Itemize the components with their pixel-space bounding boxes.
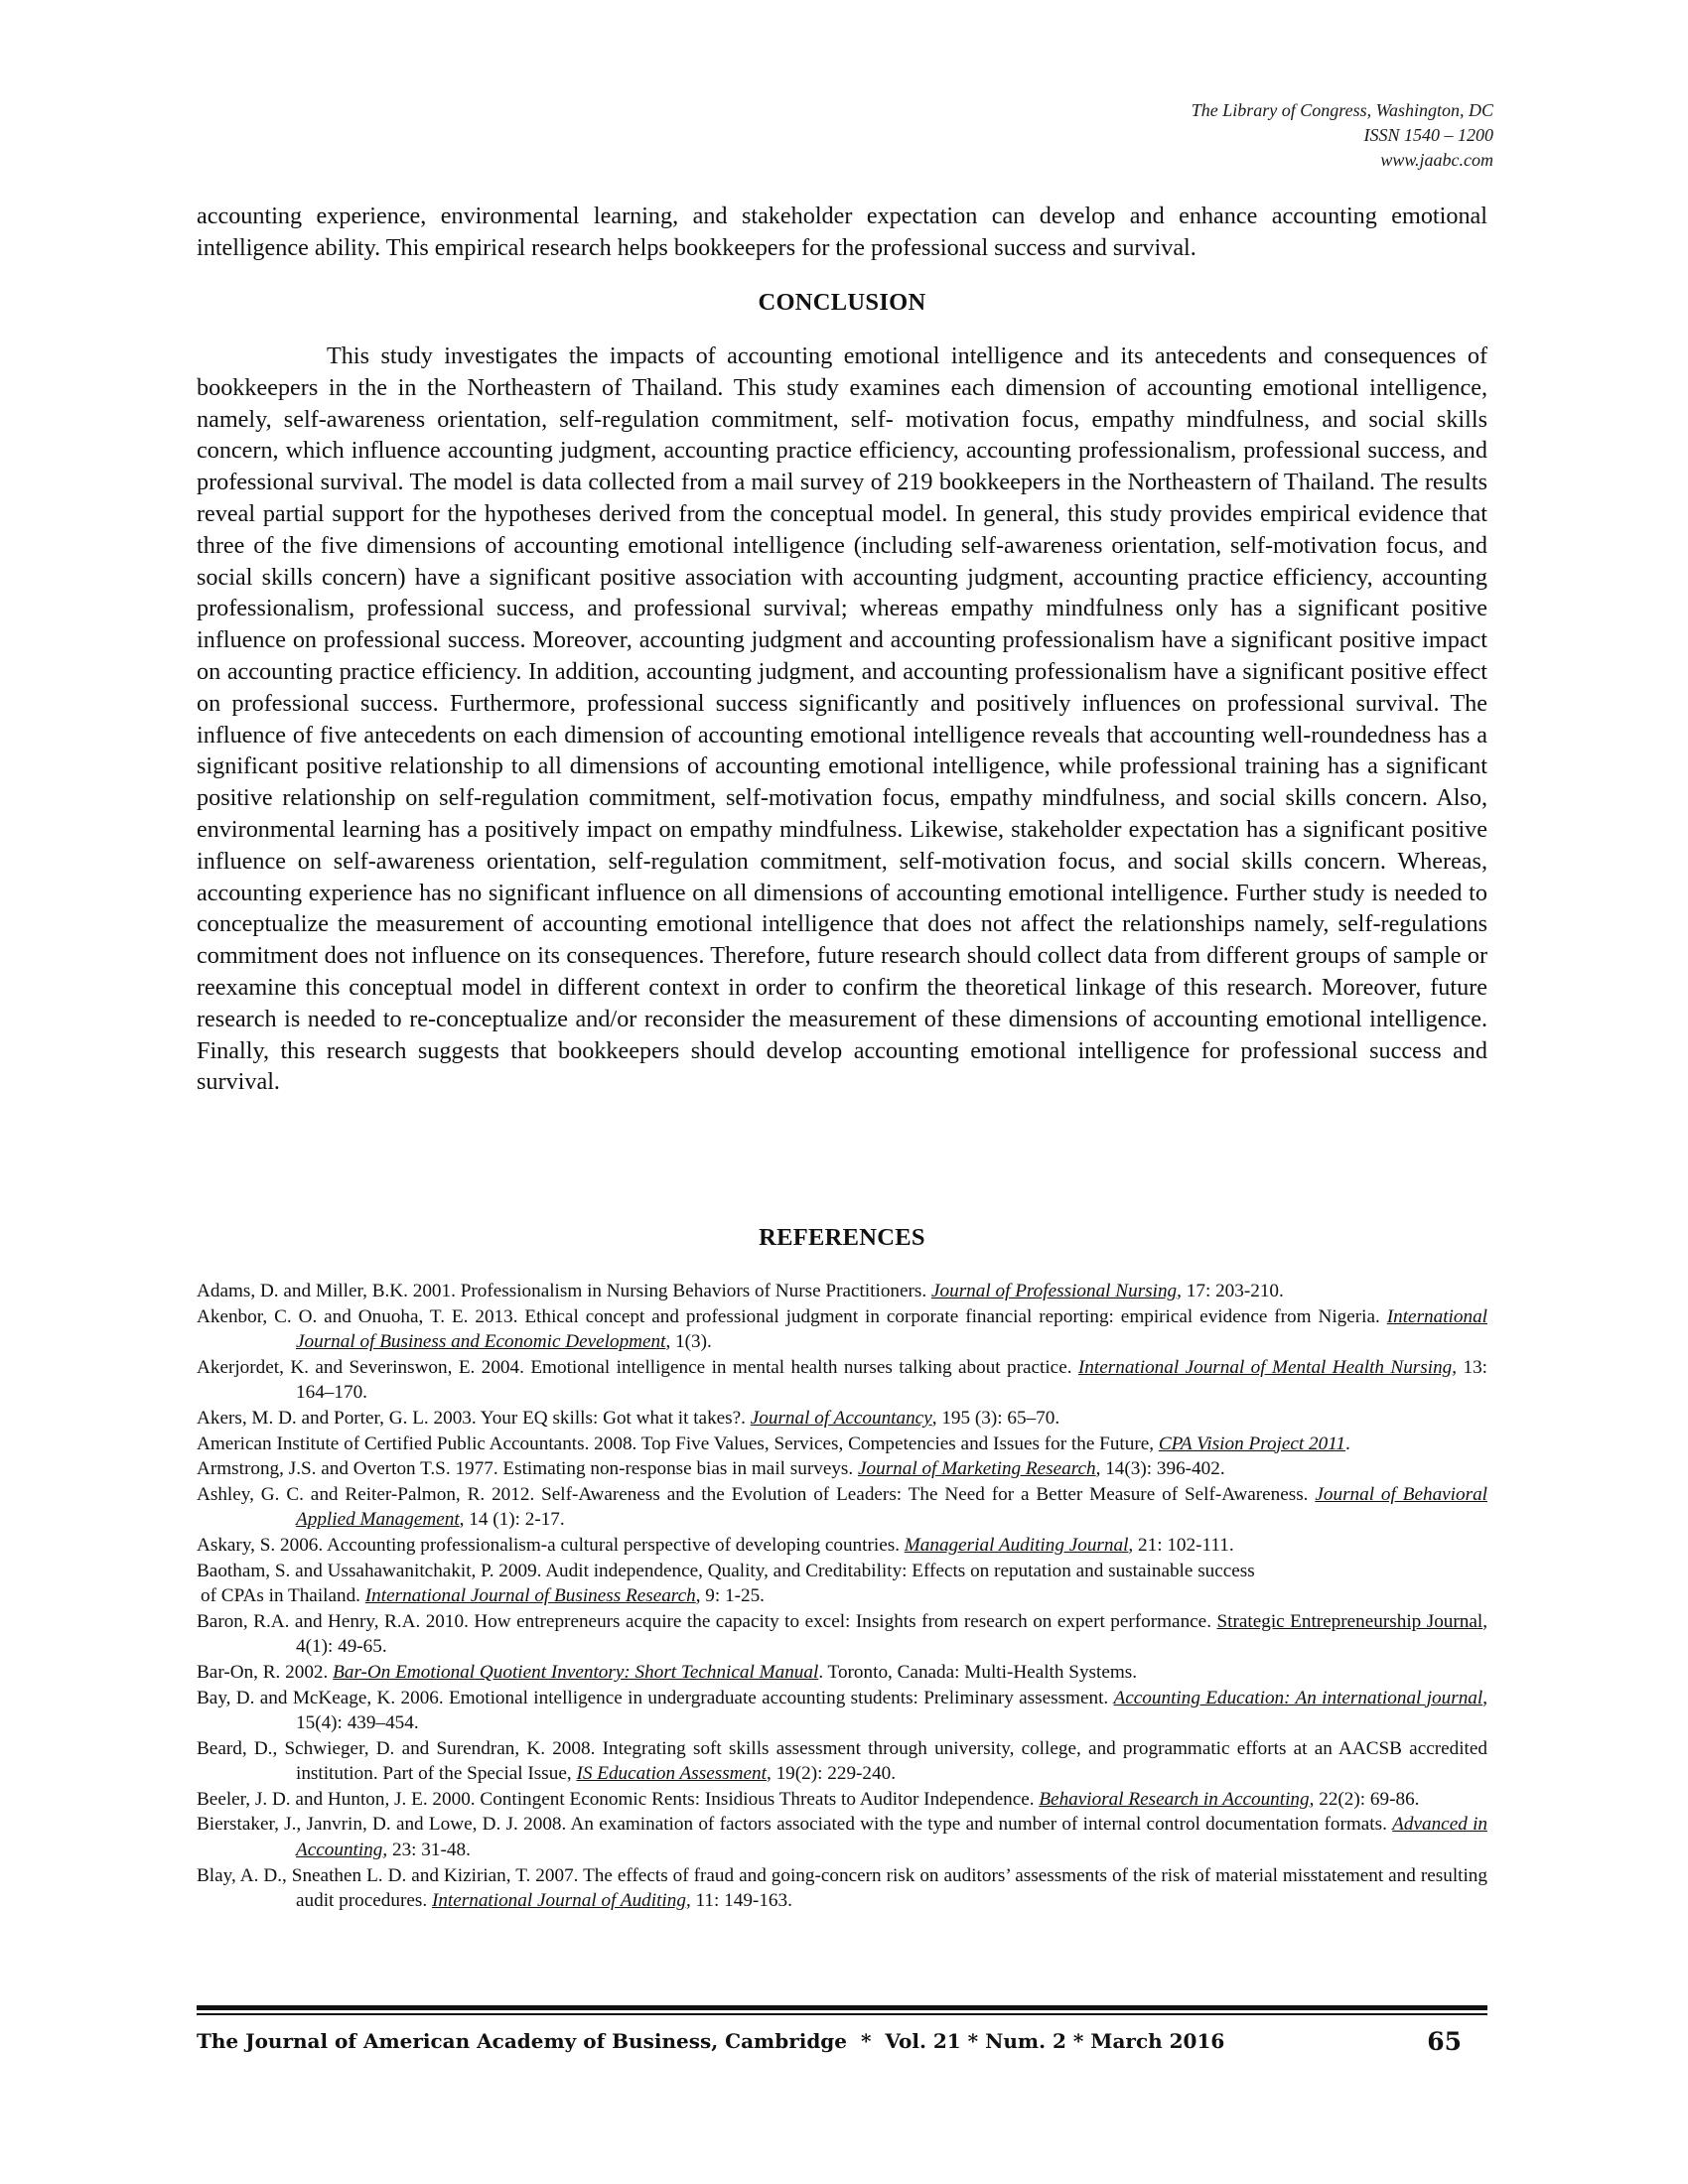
reference-source: International Journal of Business and Economic Development — [296, 1305, 1487, 1353]
reference-detail: , 9: 1-25. — [695, 1585, 765, 1607]
reference-source: Bar-On Emotional Quotient Inventory: Short Technical Manual — [333, 1661, 819, 1683]
reference-text: Bar-On, R. 2002. — [197, 1661, 334, 1683]
reference-detail: , 4(1): 49-65. — [296, 1610, 1488, 1658]
reference-text: Beard, D., Schwieger, D. and Surendran, K. 2008. Integrating soft skills assessment through university, college, and programmatic efforts at an AACSB accredited institution. Part of the Special Issue, — [197, 1737, 1487, 1785]
conclusion-heading: CONCLUSION — [758, 289, 926, 316]
reference-detail: , 23: 31-48. — [382, 1840, 471, 1861]
reference-item — [197, 1686, 1487, 1736]
reference-source: International Journal of Business Research — [364, 1585, 696, 1607]
reference-item — [197, 1559, 1487, 1584]
reference-item — [197, 1533, 1487, 1559]
references-heading: REFERENCES — [759, 1224, 925, 1251]
reference-text: Baotham, S. and Ussahawanitchakit, P. 2009. Audit independence, Quality, and Creditability: Effects on reputation and sustainable success — [197, 1560, 1255, 1581]
footer-rule-thin — [197, 2013, 1487, 2015]
reference-item-continuation — [201, 1583, 1487, 1609]
reference-item — [197, 1279, 1487, 1304]
reference-item — [197, 1304, 1487, 1355]
reference-text: Akers, M. D. and Porter, G. L. 2003. Your EQ skills: Got what it takes?. — [197, 1407, 751, 1429]
journal-citation: The Journal of American Academy of Business, Cambridge * Vol. 21 * Num. 2 * March 2016 — [197, 2029, 1225, 2053]
reference-source: Journal of Marketing Research — [858, 1458, 1096, 1480]
reference-detail: , 21: 102-111. — [1128, 1534, 1234, 1556]
running-header — [1192, 98, 1493, 173]
reference-source: Advanced in Accounting — [296, 1814, 1487, 1861]
reference-item — [197, 1355, 1487, 1406]
page-number: 65 — [1427, 2027, 1462, 2056]
reference-text: of CPAs in Thailand. — [201, 1585, 365, 1607]
intro-paragraph: accounting experience, environmental learning, and stakeholder expectation can develop and enhance accounting emotional intelligence ability. This empirical research helps bookkeepers for the professional success and survival. — [197, 203, 1487, 261]
reference-source: Strategic Entrepreneurship Journal — [1216, 1610, 1483, 1632]
reference-item — [197, 1432, 1487, 1457]
reference-detail: . Toronto, Canada: Multi-Health Systems. — [818, 1661, 1138, 1683]
reference-item — [197, 1787, 1487, 1813]
reference-item — [197, 1456, 1487, 1482]
reference-text: Ashley, G. C. and Reiter-Palmon, R. 2012. Self-Awareness and the Evolution of Leaders: The Need for a Better Measure of Self-Awareness. — [197, 1483, 1316, 1505]
reference-source: CPA Vision Project 2011 — [1158, 1433, 1345, 1454]
reference-text: Bay, D. and McKeage, K. 2006. Emotional intelligence in undergraduate accounting students: Preliminary assessment. — [197, 1687, 1114, 1708]
reference-source: Accounting Education: An international journal — [1113, 1687, 1483, 1708]
reference-text: Akenbor, C. O. and Onuoha, T. E. 2013. Ethical concept and professional judgment in corporate financial reporting: empirical evidence from Nigeria. — [197, 1305, 1387, 1327]
reference-source: IS Education Assessment — [576, 1763, 767, 1785]
reference-source: Journal of Professional Nursing — [931, 1281, 1178, 1301]
reference-item — [197, 1609, 1487, 1660]
reference-text: Blay, A. D., Sneathen L. D. and Kizirian, T. 2007. The effects of fraud and going-concern risk on auditors’ assessments of the risk of material misstatement and resulting audit procedures. — [197, 1864, 1487, 1912]
reference-text: Adams, D. and Miller, B.K. 2001. Professionalism in Nursing Behaviors of Nurse Practitioners. — [197, 1281, 931, 1301]
reference-item — [197, 1660, 1487, 1686]
header-library: The Library of Congress, Washington, DC — [1191, 100, 1493, 120]
reference-source: Journal of Behavioral Applied Management — [296, 1483, 1487, 1531]
reference-source: International Journal of Auditing — [431, 1890, 686, 1912]
reference-detail: , 22(2): 69-86. — [1309, 1788, 1420, 1810]
running-footer — [197, 2029, 1487, 2069]
header-issn: ISSN 1540 – 1200 — [1363, 125, 1493, 145]
reference-detail: , 14(3): 396-402. — [1095, 1458, 1225, 1480]
reference-list — [197, 1279, 1487, 1914]
reference-item — [197, 1406, 1487, 1432]
reference-text: Bierstaker, J., Janvrin, D. and Lowe, D. J. 2008. An examination of factors associated with the type and number of internal control documentation formats. — [197, 1814, 1393, 1836]
reference-item — [197, 1863, 1487, 1914]
reference-detail: , 11: 149-163. — [685, 1890, 792, 1912]
reference-detail: , 195 (3): 65–70. — [931, 1407, 1060, 1429]
reference-detail: . — [1345, 1433, 1350, 1454]
reference-detail: , 1(3). — [665, 1331, 712, 1353]
reference-item — [197, 1482, 1487, 1533]
reference-item — [197, 1812, 1487, 1862]
reference-source: Behavioral Research in Accounting — [1039, 1788, 1310, 1810]
reference-source: International Journal of Mental Health Nursing — [1077, 1356, 1453, 1378]
reference-detail: , 17: 203-210. — [1177, 1281, 1284, 1301]
reference-text: American Institute of Certified Public Accountants. 2008. Top Five Values, Services, Competencies and Issues for the Future, — [197, 1433, 1159, 1454]
reference-text: Baron, R.A. and Henry, R.A. 2010. How entrepreneurs acquire the capacity to excel: Insights from research on expert performance. — [197, 1610, 1217, 1632]
reference-detail: , 15(4): 439–454. — [296, 1687, 1488, 1734]
reference-detail: , 14 (1): 2-17. — [459, 1509, 565, 1531]
reference-detail: , 13: 164–170. — [296, 1356, 1487, 1404]
header-website: www.jaabc.com — [1380, 150, 1493, 170]
reference-text: Beeler, J. D. and Hunton, J. E. 2000. Contingent Economic Rents: Insidious Threats to Auditor Independence. — [197, 1788, 1040, 1810]
reference-detail: , 19(2): 229-240. — [766, 1763, 896, 1785]
conclusion-paragraph: This study investigates the impacts of accounting emotional intelligence and its antecedents and consequences of bookkeepers in the in the Northeastern of Thailand. This study examines each dimension of accounting emotional intelligence, namely, self-awareness orientation, self-regulation commitment, self- motivation focus, empathy mindfulness, and social skills concern, which influence accounting judgment, accounting practice efficiency, accounting professionalism, professional success, and professional survival. The model is data collected from a mail survey of 219 bookkeepers in the Northeastern of Thailand. The results reveal partial support for the hypotheses derived from the conceptual model. In general, this study provides empirical evidence that three of the five dimensions of accounting emotional intelligence (including self-awareness orientation, self-motivation focus, and social skills concern) have a significant positive association with accounting judgment, accounting practice efficiency, accounting professionalism, professional success, and professional survival; whereas empathy mindfulness only has a significant positive influence on professional success. Moreover, accounting judgment and accounting professionalism have a significant positive impact on accounting practice efficiency. In addition, accounting judgment, and accounting professionalism have a significant positive effect on professional success. Furthermore, professional success significantly and positively influences on professional survival. The influence of five antecedents on each dimension of accounting emotional intelligence reveals that accounting well-roundedness has a significant positive relationship to all dimensions of accounting emotional intelligence, while professional training has a significant positive relationship on self-regulation commitment, self-motivation focus, empathy mindfulness, and social skills concern. Also, environmental learning has a positively impact on empathy mindfulness. Likewise, stakeholder expectation has a significant positive influence on self-awareness orientation, self-regulation commitment, self-motivation focus, and social skills concern. Whereas, accounting experience has no significant influence on all dimensions of accounting emotional intelligence. Further study is needed to conceptualize the measurement of accounting emotional intelligence that does not affect the relationships namely, self-regulations commitment does not influence on its consequences. Therefore, future research should collect data from different groups of sample or reexamine this conceptual model in different context in order to confirm the theoretical linkage of this research. Moreover, future research is needed to re-conceptualize and/or reconsider the measurement of these dimensions of accounting emotional intelligence. Finally, this research suggests that bookkeepers should develop accounting emotional intelligence for professional success and survival. — [197, 342, 1487, 1096]
reference-text: Armstrong, J.S. and Overton T.S. 1977. Estimating non-response bias in mail surveys. — [197, 1458, 858, 1480]
footer-rule — [197, 2005, 1487, 2010]
reference-item — [197, 1736, 1487, 1787]
reference-text: Akerjordet, K. and Severinswon, E. 2004. Emotional intelligence in mental health nurses talking about practice. — [197, 1356, 1078, 1378]
reference-text: Askary, S. 2006. Accounting professionalism-a cultural perspective of developing countries. — [197, 1534, 905, 1556]
reference-source: Managerial Auditing Journal — [904, 1534, 1129, 1556]
reference-source: Journal of Accountancy — [750, 1407, 932, 1429]
